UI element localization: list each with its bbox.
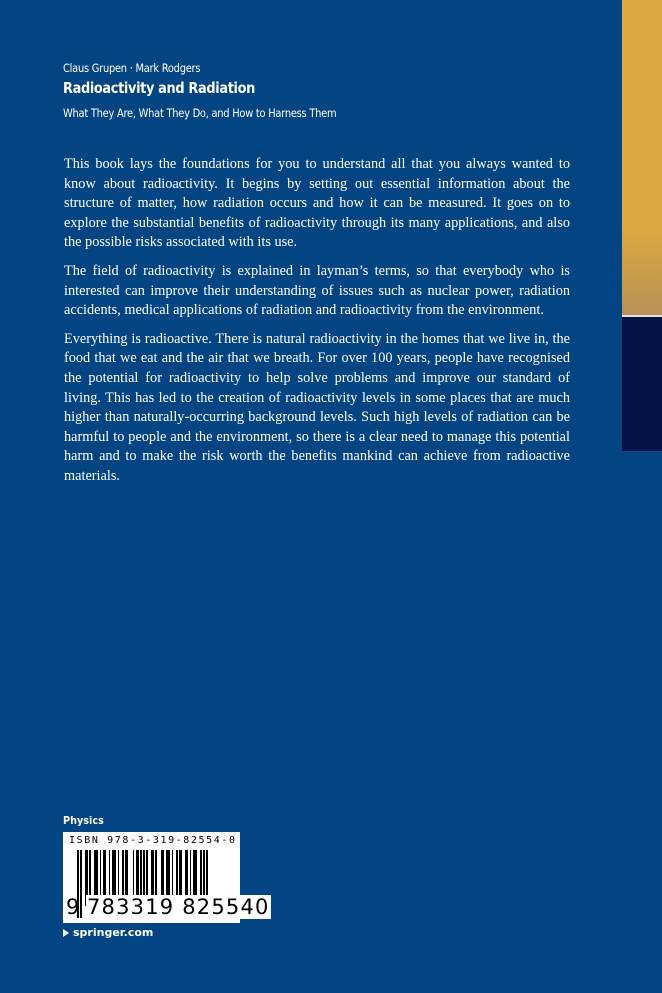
subject-category: Physics	[63, 814, 104, 827]
navy-spine-stripe	[622, 317, 662, 451]
isbn-barcode	[63, 832, 270, 923]
website-label: springer.com	[73, 926, 154, 939]
ean-rest-digits: 783319 825540	[87, 895, 270, 919]
blurb-paragraph-2: The field of radioactivity is explained in layman’s terms, so that everybody who is interested can improve their understanding of issues such as nuclear power, radiation accidents, medical applications of radiation and radioactivity from the environment.	[64, 262, 570, 319]
back-cover-blurb	[64, 155, 570, 496]
blurb-paragraph-1: This book lays the foundations for you to understand all that you always wanted to know about radioactivity. It begins by setting out essential information about the structure of matter, how radiation occurs and how it can be measured. It goes on to explore the substantial benefits of radioactivity through its many applications, and also the possible risks associated with its use.	[64, 156, 570, 251]
ean-first-digit: 9	[66, 895, 80, 919]
gold-spine-stripe	[622, 0, 662, 316]
book-subtitle: What They Are, What They Do, and How to Harness Them	[63, 106, 337, 120]
isbn-label: ISBN 978-3-319-82554-0	[69, 835, 237, 846]
blurb-paragraph-3: Everything is radioactive. There is natural radioactivity in the homes that we live in, the food that we eat and the air that we breath. For over 100 years, people have recognised the potential for radioactivity to help solve problems and improve our standard of living. This has led to the creation of radioactivity levels in some places that are much higher than naturally-occurring background levels. Such high levels of radiation can be harmful to people and the environment, so there is a clear need to manage this potential harm and to make the risk worth the benefits mankind can achieve from radioactive materials.	[64, 330, 570, 484]
book-authors: Claus Grupen · Mark Rodgers	[63, 61, 201, 75]
publisher-website	[63, 926, 153, 939]
book-title: Radioactivity and Radiation	[63, 79, 255, 97]
triangle-arrow-icon	[63, 929, 69, 937]
